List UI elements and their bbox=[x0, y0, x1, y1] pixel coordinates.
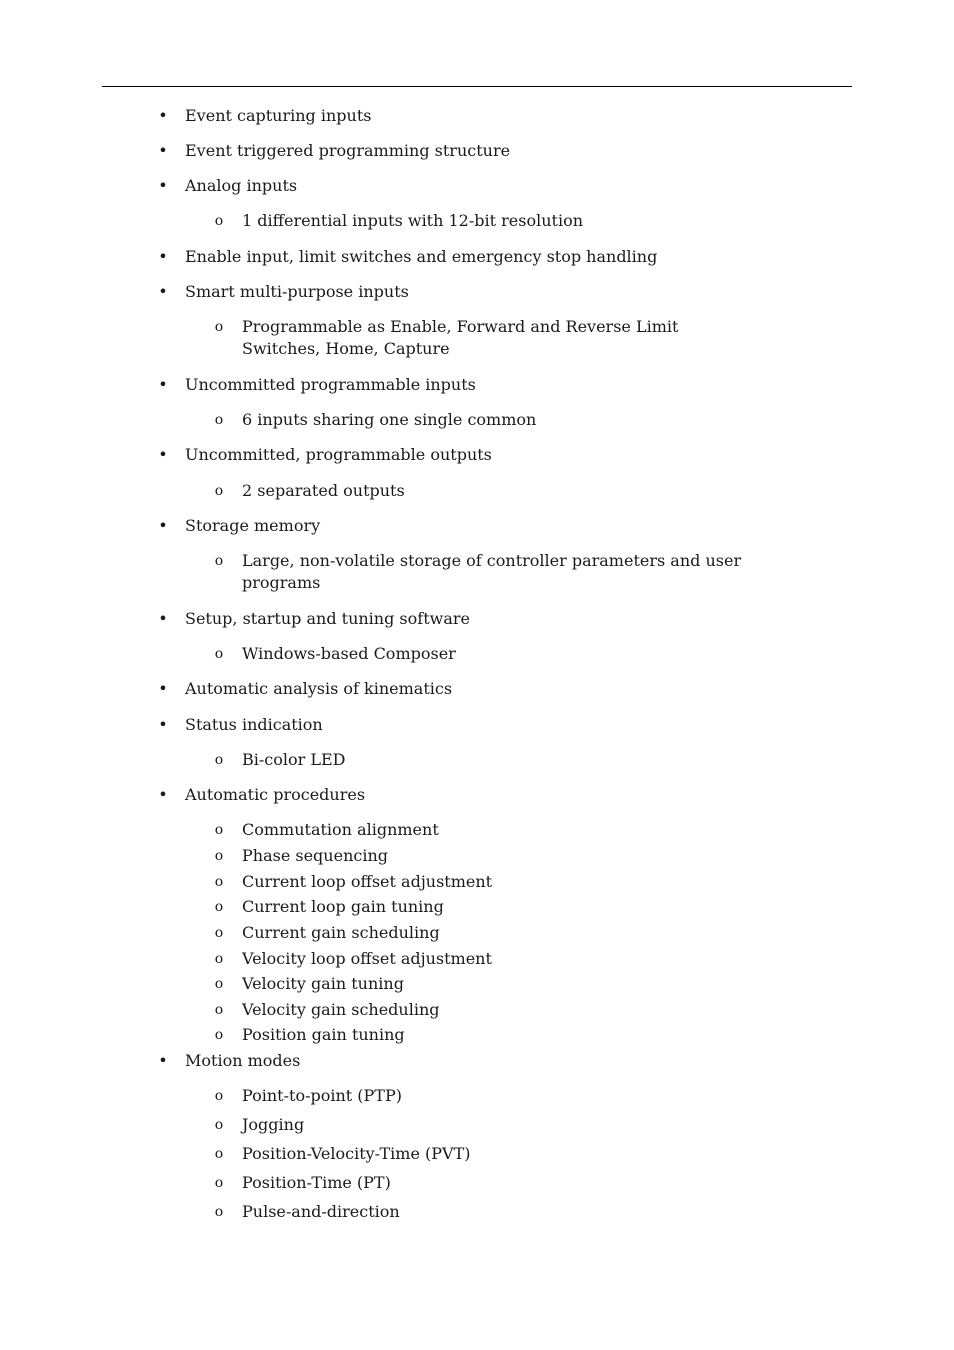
sub-bullet-icon: o bbox=[214, 213, 224, 229]
list-item-text: Automatic analysis of kinematics bbox=[185, 679, 453, 698]
sub-item-text: 1 differential inputs with 12-bit resolution bbox=[242, 211, 584, 230]
list-item-setup-software bbox=[158, 608, 470, 630]
sub-item-procedure bbox=[214, 999, 440, 1021]
sub-item-procedure bbox=[214, 973, 404, 995]
sub-item-large-storage bbox=[214, 550, 742, 594]
list-item-text: Setup, startup and tuning software bbox=[185, 609, 470, 628]
list-item-text: Motion modes bbox=[185, 1051, 301, 1070]
sub-item-text: Point-to-point (PTP) bbox=[242, 1086, 402, 1105]
sub-item-text: Position-Time (PT) bbox=[242, 1173, 391, 1192]
sub-item-motion-mode bbox=[214, 1085, 402, 1107]
bullet-icon: • bbox=[158, 715, 168, 734]
sub-item-text: Phase sequencing bbox=[242, 846, 388, 865]
sub-item-two-outputs bbox=[214, 480, 405, 502]
sub-bullet-icon: o bbox=[214, 976, 224, 992]
sub-item-differential-inputs bbox=[214, 210, 584, 232]
sub-bullet-icon: o bbox=[214, 1002, 224, 1018]
sub-item-text: Bi-color LED bbox=[242, 750, 346, 769]
sub-bullet-icon: o bbox=[214, 1146, 224, 1162]
sub-item-procedure bbox=[214, 948, 492, 970]
sub-item-text-line1: Large, non-volatile storage of controller parameters and user bbox=[242, 551, 742, 570]
bullet-icon: • bbox=[158, 785, 168, 804]
sub-item-text: 2 separated outputs bbox=[242, 481, 405, 500]
list-item-text: Automatic procedures bbox=[185, 785, 366, 804]
sub-item-procedure bbox=[214, 922, 440, 944]
list-item-analog-inputs bbox=[158, 175, 298, 197]
bullet-icon: • bbox=[158, 516, 168, 535]
sub-item-motion-mode bbox=[214, 1172, 391, 1194]
list-item-uncommitted-outputs bbox=[158, 444, 492, 466]
sub-item-text: Current loop offset adjustment bbox=[242, 872, 493, 891]
list-item-motion-modes bbox=[158, 1050, 301, 1072]
sub-item-text: Pulse-and-direction bbox=[242, 1202, 400, 1221]
list-item-automatic-procedures bbox=[158, 784, 366, 806]
bullet-icon: • bbox=[158, 609, 168, 628]
sub-bullet-icon: o bbox=[214, 752, 224, 768]
sub-item-procedure bbox=[214, 871, 493, 893]
sub-item-windows-composer bbox=[214, 643, 456, 665]
sub-item-text: Velocity gain tuning bbox=[242, 974, 404, 993]
sub-bullet-icon: o bbox=[214, 1204, 224, 1220]
sub-bullet-icon: o bbox=[214, 1175, 224, 1191]
sub-bullet-icon: o bbox=[214, 925, 224, 941]
sub-item-text-line1: Programmable as Enable, Forward and Reverse Limit bbox=[242, 317, 679, 336]
sub-item-programmable-as bbox=[214, 316, 679, 360]
sub-bullet-icon: o bbox=[214, 412, 224, 428]
sub-bullet-icon: o bbox=[214, 1117, 224, 1133]
bullet-icon: • bbox=[158, 1051, 168, 1070]
sub-bullet-icon: o bbox=[214, 822, 224, 838]
sub-item-text: Velocity loop offset adjustment bbox=[242, 949, 492, 968]
list-item-text: Event triggered programming structure bbox=[185, 141, 511, 160]
list-item-text: Uncommitted, programmable outputs bbox=[185, 445, 492, 464]
header-rule bbox=[102, 86, 852, 87]
list-item-kinematics bbox=[158, 678, 453, 700]
sub-item-text: Jogging bbox=[242, 1115, 305, 1134]
list-item-text: Enable input, limit switches and emergency stop handling bbox=[185, 247, 658, 266]
list-item-text: Uncommitted programmable inputs bbox=[185, 375, 476, 394]
sub-bullet-icon: o bbox=[214, 848, 224, 864]
list-item-storage-memory bbox=[158, 515, 321, 537]
sub-item-text: Velocity gain scheduling bbox=[242, 1000, 440, 1019]
sub-bullet-icon: o bbox=[214, 951, 224, 967]
list-item-text: Analog inputs bbox=[185, 176, 298, 195]
sub-item-bicolor-led bbox=[214, 749, 346, 771]
list-item-enable-input bbox=[158, 246, 658, 268]
list-item-event-capturing-inputs bbox=[158, 105, 372, 127]
bullet-icon: • bbox=[158, 106, 168, 125]
sub-item-text-line2: Switches, Home, Capture bbox=[242, 339, 450, 358]
list-item-text: Smart multi-purpose inputs bbox=[185, 282, 409, 301]
list-item-text: Event capturing inputs bbox=[185, 106, 372, 125]
bullet-icon: • bbox=[158, 445, 168, 464]
sub-bullet-icon: o bbox=[214, 483, 224, 499]
sub-item-text: Position gain tuning bbox=[242, 1025, 405, 1044]
sub-bullet-icon: o bbox=[214, 1027, 224, 1043]
sub-item-procedure bbox=[214, 819, 439, 841]
list-item-smart-inputs bbox=[158, 281, 409, 303]
sub-item-six-inputs bbox=[214, 409, 537, 431]
bullet-icon: • bbox=[158, 176, 168, 195]
bullet-icon: • bbox=[158, 247, 168, 266]
sub-item-motion-mode bbox=[214, 1114, 305, 1136]
sub-item-procedure bbox=[214, 845, 388, 867]
sub-item-procedure bbox=[214, 896, 444, 918]
sub-item-text: Current gain scheduling bbox=[242, 923, 440, 942]
sub-bullet-icon: o bbox=[214, 553, 224, 569]
sub-item-text: Windows-based Composer bbox=[242, 644, 456, 663]
bullet-icon: • bbox=[158, 282, 168, 301]
sub-bullet-icon: o bbox=[214, 899, 224, 915]
sub-bullet-icon: o bbox=[214, 1088, 224, 1104]
sub-item-motion-mode bbox=[214, 1201, 400, 1223]
sub-item-text: Current loop gain tuning bbox=[242, 897, 444, 916]
sub-item-text: 6 inputs sharing one single common bbox=[242, 410, 537, 429]
sub-item-motion-mode bbox=[214, 1143, 471, 1165]
sub-bullet-icon: o bbox=[214, 646, 224, 662]
sub-item-text: Position-Velocity-Time (PVT) bbox=[242, 1144, 471, 1163]
bullet-icon: • bbox=[158, 679, 168, 698]
list-item-text: Status indication bbox=[185, 715, 323, 734]
list-item-status-indication bbox=[158, 714, 323, 736]
sub-bullet-icon: o bbox=[214, 319, 224, 335]
bullet-icon: • bbox=[158, 141, 168, 160]
sub-item-procedure bbox=[214, 1024, 405, 1046]
bullet-icon: • bbox=[158, 375, 168, 394]
sub-item-text: Commutation alignment bbox=[242, 820, 439, 839]
sub-item-text-line2: programs bbox=[242, 573, 321, 592]
list-item-uncommitted-inputs bbox=[158, 374, 476, 396]
list-item-event-triggered-programming bbox=[158, 140, 511, 162]
sub-bullet-icon: o bbox=[214, 874, 224, 890]
list-item-text: Storage memory bbox=[185, 516, 321, 535]
